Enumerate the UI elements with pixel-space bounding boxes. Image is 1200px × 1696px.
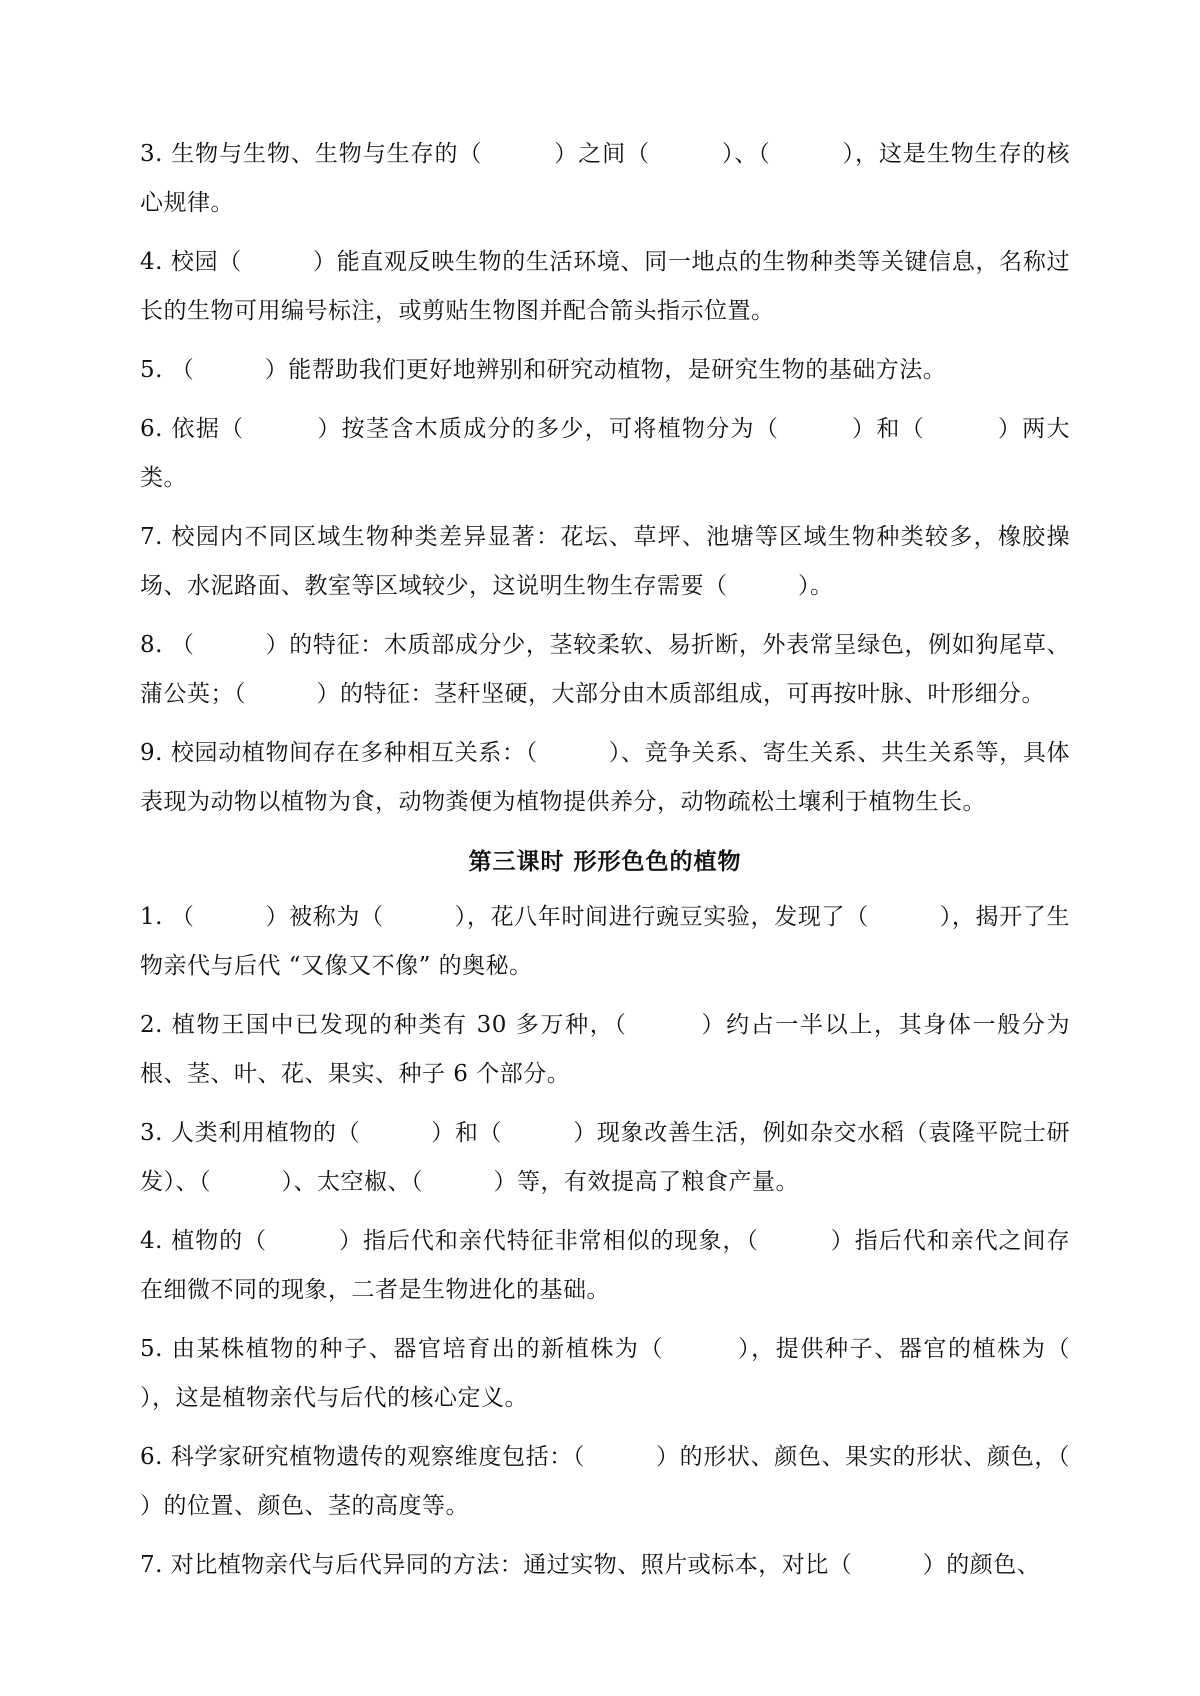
worksheet-content xyxy=(140,130,1141,1600)
section-fill-blank-b xyxy=(140,893,1141,1590)
question-9: 9. 校园动植物间存在多种相互关系：（ ）、竞争关系、寄生关系、共生关系等，具体表现为动物以植物为食，动物粪便为植物提供养分，动物疏松土壤利于植物生长。 xyxy=(140,740,1070,815)
question-3: 3. 人类利用植物的（ ）和（ ）现象改善生活，例如杂交水稻（袁隆平院士研发）、（ ）、太空椒、（ ）等，有效提高了粮食产量。 xyxy=(140,1120,1070,1195)
question-1: 1. （ ）被称为（ ），花八年时间进行豌豆实验，发现了（ ），揭开了生物亲代与后代 “又像又不像” 的奥秘。 xyxy=(140,904,1070,979)
section-fill-blank-a xyxy=(140,130,1070,827)
question-4: 4. 植物的（ ）指后代和亲代特征非常相似的现象，（ ）指后代和亲代之间存在细微不同的现象，二者是生物进化的基础。 xyxy=(140,1228,1070,1303)
question-7: 7. 校园内不同区域生物种类差异显著：花坛、草坪、池塘等区域生物种类较多，橡胶操场、水泥路面、教室等区域较少，这说明生物生存需要（ ）。 xyxy=(140,524,1070,599)
question-7: 7. 对比植物亲代与后代异同的方法：通过实物、照片或标本，对比（ ）的颜色、 xyxy=(140,1552,1041,1578)
section-heading: 第三课时 形形色色的植物 xyxy=(468,849,742,875)
question-4: 4. 校园（ ）能直观反映生物的生活环境、同一地点的生物种类等关键信息，名称过长的生物可用编号标注，或剪贴生物图并配合箭头指示位置。 xyxy=(140,249,1070,324)
question-6: 6. 依据（ ）按茎含木质成分的多少，可将植物分为（ ）和（ ）两大类。 xyxy=(140,416,1070,491)
question-6: 6. 科学家研究植物遗传的观察维度包括：（ ）的形状、颜色、果实的形状、颜色，（ ）的位置、颜色、茎的高度等。 xyxy=(140,1444,1141,1519)
question-3: 3. 生物与生物、生物与生存的（ ）之间（ ）、（ ），这是生物生存的核心规律。 xyxy=(140,141,1070,216)
question-5: 5. （ ）能帮助我们更好地辨别和研究动植物，是研究生物的基础方法。 xyxy=(140,357,947,383)
question-2: 2. 植物王国中已发现的种类有 30 多万种，（ ）约占一半以上，其身体一般分为根、茎、叶、花、果实、种子 6 个部分。 xyxy=(140,1012,1070,1087)
question-5: 5. 由某株植物的种子、器官培育出的新植株为（ ），提供种子、器官的植株为（ ），这是植物亲代与后代的核心定义。 xyxy=(140,1336,1141,1411)
question-8: 8. （ ）的特征：木质部成分少，茎较柔软、易折断，外表常呈绿色，例如狗尾草、蒲公英；（ ）的特征：茎秆坚硬，大部分由木质部组成，可再按叶脉、叶形细分。 xyxy=(140,632,1070,707)
